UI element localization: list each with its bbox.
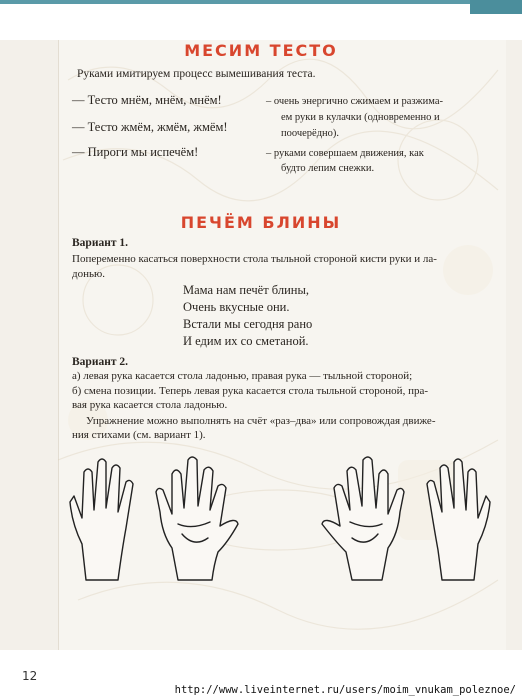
poem-line: Мама нам печёт блины, bbox=[183, 283, 309, 297]
variant-2-line-2: б) смена позиции. Теперь левая рука касается стола тыльной стороной, пра- bbox=[72, 385, 429, 397]
variant-2-line-4: Упражнение можно выполнять на счёт «раз–два» или сопровождая движе- bbox=[86, 415, 436, 427]
hands-illustration bbox=[60, 452, 500, 582]
hand-palm-right bbox=[322, 457, 404, 580]
page-number: 12 bbox=[22, 669, 38, 683]
source-url-watermark: http://www.liveinternet.ru/users/moim_vnukam_poleznoe/ bbox=[174, 684, 516, 696]
variant-1-label: Вариант 1. bbox=[72, 237, 128, 249]
poem bbox=[183, 282, 312, 350]
hand-palm-left bbox=[156, 457, 238, 580]
rhyme-line-1: — Тесто мнём, мнём, мнём! bbox=[72, 93, 222, 107]
note-1-line-3: поочерёдно). bbox=[281, 128, 340, 139]
variant-2-line-3: вая рука касается стола ладонью. bbox=[72, 399, 228, 411]
note-2-line-2: будто лепим снежки. bbox=[281, 163, 375, 174]
poem-line: И едим их со сметаной. bbox=[183, 334, 309, 348]
poem-line: Очень вкусные они. bbox=[183, 300, 290, 314]
section-title-mix-dough: МЕСИМ ТЕСТО bbox=[184, 41, 338, 60]
poem-line: Встали мы сегодня рано bbox=[183, 317, 313, 331]
variant-2-label: Вариант 2. bbox=[72, 356, 128, 368]
rhyme-line-2: — Тесто жмём, жмём, жмём! bbox=[72, 120, 228, 134]
section1-intro: Руками имитируем процесс вымешивания теста. bbox=[77, 68, 316, 80]
top-margin bbox=[0, 0, 522, 40]
variant-1-line-2: донью. bbox=[72, 268, 105, 280]
variant-2-line-5: ния стихами (см. вариант 1). bbox=[72, 429, 206, 441]
corner-tab bbox=[470, 0, 522, 14]
top-edge-strip bbox=[0, 0, 522, 4]
hand-back-left bbox=[70, 459, 133, 580]
note-1-line-1: – очень энергично сжимаем и разжима- bbox=[266, 96, 443, 107]
variant-1-line-1: Попеременно касаться поверхности стола тыльной стороной кисти руки и ла- bbox=[72, 253, 437, 265]
rhyme-line-3: — Пироги мы испечём! bbox=[72, 145, 199, 159]
note-2-line-1: – руками совершаем движения, как bbox=[266, 148, 424, 159]
section-title-bake-pancakes: ПЕЧЁМ БЛИНЫ bbox=[180, 213, 342, 232]
variant-2-line-1: а) левая рука касается стола ладонью, правая рука — тыльной стороной; bbox=[72, 370, 413, 382]
hand-back-right bbox=[427, 459, 490, 580]
note-1-line-2: ем руки в кулачки (одновременно и bbox=[281, 112, 440, 123]
